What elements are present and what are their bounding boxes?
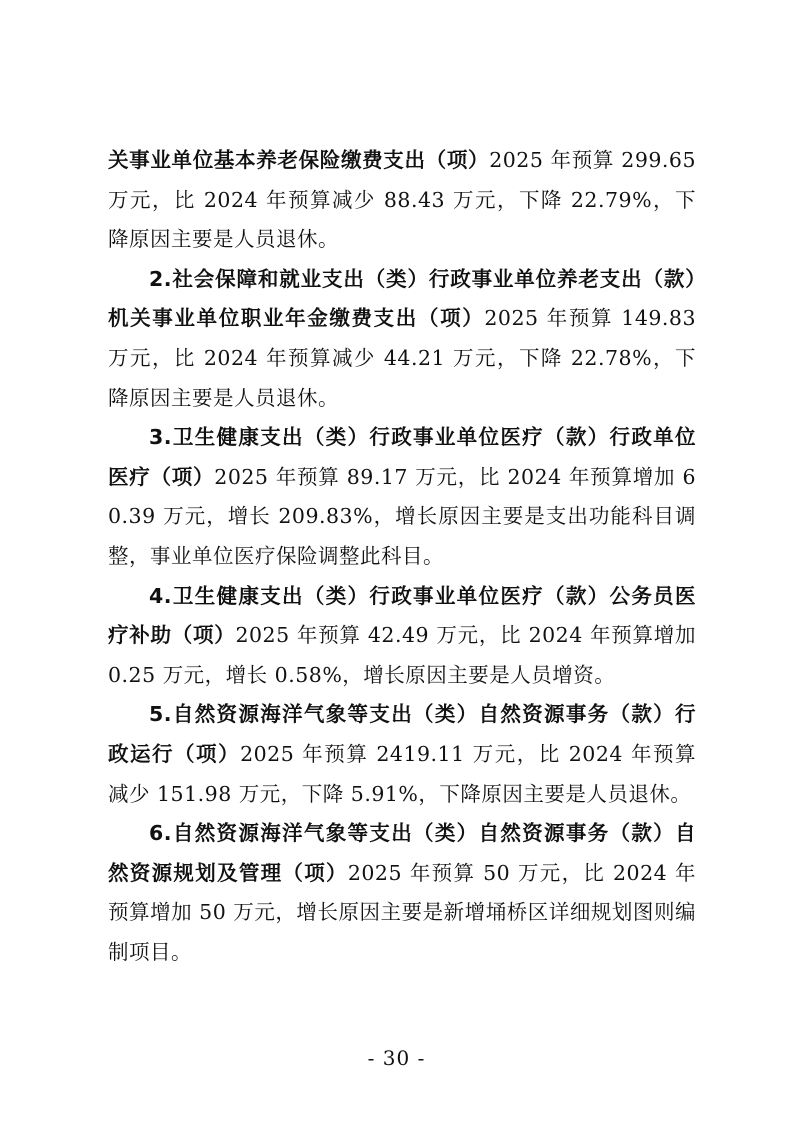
paragraph-heading: 2.社会保障和就业支出（类）行政事业单位养老支出（款）机关事业单位职业年金缴费支出（项） — [108, 266, 696, 331]
paragraph-occupational-annuity — [108, 260, 696, 418]
paragraph-heading: 4.卫生健康支出（类）行政事业单位医疗（款）公务员医疗补助（项） — [108, 583, 696, 648]
paragraph-text: 2025 年预算 89.17 万元，比 2024 年预算增加 60.39 万元，增长 209.83%，增长原因主要是支出功能科目调整，事业单位医疗保险调整此科目。 — [108, 464, 697, 568]
paragraph-natural-resources-operation — [108, 695, 696, 814]
paragraph-heading: 6.自然资源海洋气象等支出（类）自然资源事务（款）自然资源规划及管理（项） — [108, 821, 696, 885]
paragraph-pension-insurance — [108, 141, 696, 260]
paragraph-heading: 5.自然资源海洋气象等支出（类）自然资源事务（款）行政运行（项） — [108, 702, 696, 766]
paragraph-natural-resources-planning — [108, 814, 696, 972]
paragraph-heading: 关事业单位基本养老保险缴费支出（项） — [108, 148, 490, 172]
paragraph-text: 2025 年预算 50 万元，比 2024 年预算增加 50 万元，增长原因主要是新增埇桥区详细规划图则编制项目。 — [108, 860, 696, 964]
document-body — [108, 141, 696, 972]
paragraph-text: 2025 年预算 2419.11 万元，比 2024 年预算减少 151.98 万元，下降 5.91%，下降原因主要是人员退休。 — [108, 741, 696, 806]
paragraph-administrative-medical — [108, 418, 696, 576]
paragraph-civil-servant-medical-subsidy — [108, 577, 696, 696]
page-number: - 30 - — [367, 1046, 426, 1070]
paragraph-text: 2025 年预算 299.65 万元，比 2024 年预算减少 88.43 万元，下降 22.79%，下降原因主要是人员退休。 — [108, 148, 697, 252]
paragraph-text: 2025 年预算 149.83 万元，比 2024 年预算减少 44.21 万元，下降 22.78%，下降原因主要是人员退休。 — [108, 306, 697, 410]
paragraph-heading: 3.卫生健康支出（类）行政事业单位医疗（款）行政单位医疗（项） — [108, 425, 696, 489]
paragraph-text: 2025 年预算 42.49 万元，比 2024 年预算增加 0.25 万元，增长 0.58%，增长原因主要是人员增资。 — [108, 623, 696, 687]
